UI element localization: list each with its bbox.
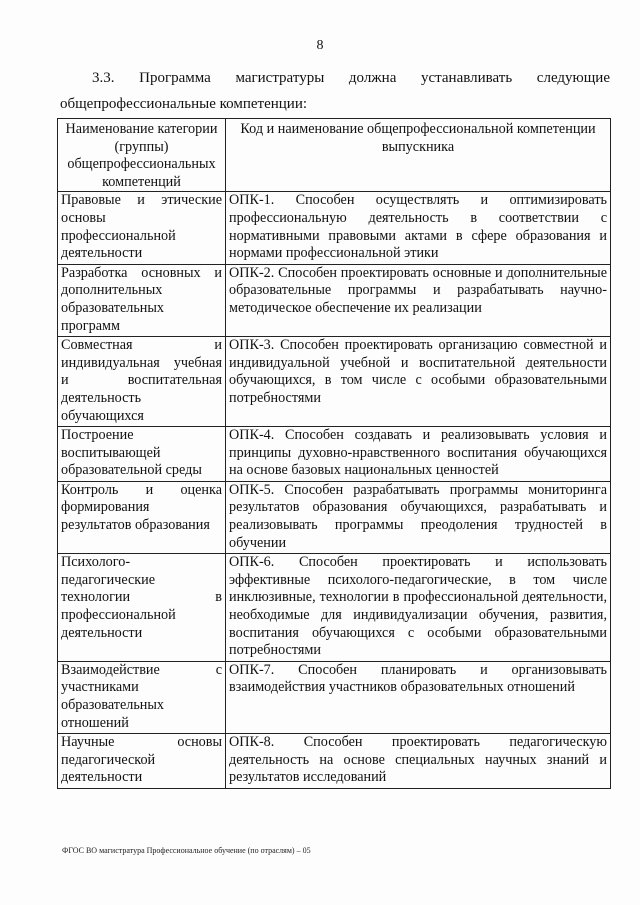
category-cell: Совместная и индивидуальная учебная и воспитательная деятельность обучающихся xyxy=(58,337,226,427)
table-row xyxy=(58,554,611,662)
competence-cell: ОПК-7. Способен планировать и организовывать взаимодействия участников образовательных отношений xyxy=(226,661,611,733)
competence-cell: ОПК-8. Способен проектировать педагогическую деятельность на основе специальных научных знаний и результатов исследований xyxy=(226,734,611,789)
category-cell: Взаимодействие с участниками образовательных отношений xyxy=(58,661,226,733)
competence-cell: ОПК-4. Способен создавать и реализовывать условия и принципы духовно-нравственного воспитания обучающихся на основе базовых национальных ценностей xyxy=(226,427,611,482)
category-cell: Правовые и этические основы профессиональной деятельности xyxy=(58,192,226,264)
category-cell: Научные основы педагогической деятельности xyxy=(58,734,226,789)
competence-cell: ОПК-5. Способен разрабатывать программы мониторинга результатов образования обучающихся, разрабатывать и реализовывать программы преодоления трудностей в обучении xyxy=(226,481,611,553)
intro-word: 3.3. xyxy=(92,70,115,86)
table-row xyxy=(58,661,611,733)
competence-cell: ОПК-2. Способен проектировать основные и дополнительные образовательные программы и разрабатывать научно-методическое обеспечение их реализации xyxy=(226,264,611,336)
table-header-row xyxy=(58,119,611,192)
intro-line-2: общепрофессиональные компетенции: xyxy=(60,96,308,112)
intro-word: должна xyxy=(348,70,397,86)
competence-cell: ОПК-3. Способен проектировать организацию совместной и индивидуальной учебной и воспитательной деятельности обучающихся, в том числе с особыми образовательными потребностями xyxy=(226,337,611,427)
intro-word: магистратуры xyxy=(235,70,325,86)
competence-cell: ОПК-1. Способен осуществлять и оптимизировать профессиональную деятельность в соответствии с нормативными правовыми актами в сфере образования и нормами профессиональной этики xyxy=(226,192,611,264)
page-number: 8 xyxy=(316,38,324,53)
category-cell: Психолого-педагогические технологии в профессиональной деятельности xyxy=(58,554,226,662)
intro-word: следующие xyxy=(536,70,610,86)
table-row xyxy=(58,427,611,482)
header-competence: Код и наименование общепрофессиональной компетенции выпускника xyxy=(226,119,611,192)
table-row xyxy=(58,734,611,789)
intro-word: устанавливать xyxy=(420,70,513,86)
table-row xyxy=(58,192,611,264)
intro-word: Программа xyxy=(139,70,211,86)
category-cell: Контроль и оценка формирования результатов образования xyxy=(58,481,226,553)
competence-cell: ОПК-6. Способен проектировать и использовать эффективные психолого-педагогические, в том числе инклюзивные, технологии в профессиональной деятельности, необходимые для индивидуализации обучения, развития, воспитания обучающихся с особыми образовательными потребностями xyxy=(226,554,611,662)
category-cell: Построение воспитывающей образовательной среды xyxy=(58,427,226,482)
table-row xyxy=(58,337,611,427)
document-footer: ФГОС ВО магистратура Профессиональное обучение (по отраслям) – 05 xyxy=(62,846,311,855)
table-row xyxy=(58,481,611,553)
table-row xyxy=(58,264,611,336)
category-cell: Разработка основных и дополнительных образовательных программ xyxy=(58,264,226,336)
competencies-table xyxy=(57,118,611,789)
header-category: Наименование категории (группы) общепрофессиональных компетенций xyxy=(58,119,226,192)
intro-line-1 xyxy=(60,70,610,87)
